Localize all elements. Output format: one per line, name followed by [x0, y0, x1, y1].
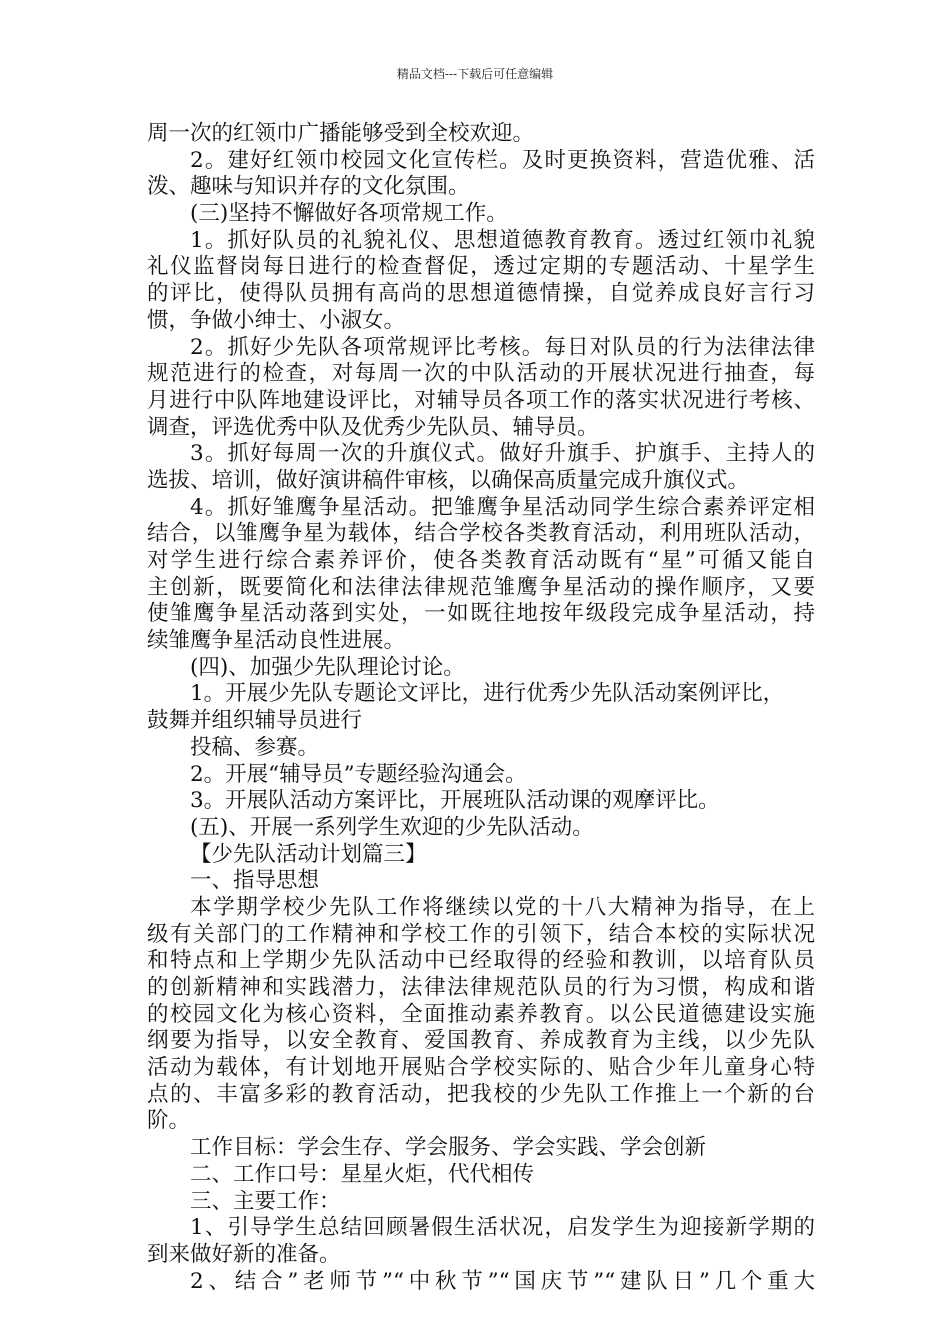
text-line: 的创新精神和实践潜力，法律法律规范队员的行为习惯，构成和谐: [147, 975, 815, 1000]
text-line: (五)、开展一系列学生欢迎的少先队活动。: [190, 814, 594, 840]
text-line: (四)、加强少先队理论讨论。: [190, 654, 465, 680]
text-line: 2。开展“辅导员”专题经验沟通会。: [190, 761, 527, 787]
text-line: 对学生进行综合素养评价，使各类教育活动既有“星”可循又能自: [147, 548, 815, 573]
text-line: 活动为载体，有计划地开展贴合学校实际的、贴合少年儿童身心特: [147, 1055, 815, 1081]
text-line: 1。开展少先队专题论文评比，进行优秀少先队活动案例评比，: [190, 681, 785, 707]
text-line: 【少先队活动计划篇三】: [190, 841, 427, 867]
text-line: 续雏鹰争星活动良性进展。: [147, 628, 406, 654]
text-line: 级有关部门的工作精神和学校工作的引领下，结合本校的实际状况: [147, 921, 815, 947]
text-line: 2、结合”老师节”“中秋节”“国庆节”“建队日”几个重大: [190, 1268, 815, 1294]
text-line: 使雏鹰争星活动落到实处，一如既往地按年级段完成争星活动，持: [147, 601, 815, 627]
text-line: 结合，以雏鹰争星为载体，结合学校各类教育活动，利用班队活动，: [147, 521, 815, 547]
text-line: 2。建好红领巾校园文化宣传栏。及时更换资料，营造优雅、活: [190, 147, 815, 173]
text-line: (三)坚持不懈做好各项常规工作。: [190, 201, 508, 227]
text-line: 礼仪监督岗每日进行的检查督促，透过定期的专题活动、十星学生: [147, 254, 815, 280]
text-line: 调查，评选优秀中队及优秀少先队员、辅导员。: [147, 414, 599, 440]
text-line: 1。抓好队员的礼貌礼仪、思想道德教育教育。透过红领巾礼貌: [190, 227, 815, 253]
text-line: 三、主要工作：: [190, 1188, 341, 1214]
text-line: 周一次的红领巾广播能够受到全校欢迎。: [147, 121, 535, 146]
text-line: 2。抓好少先队各项常规评比考核。每日对队员的行为法律法律: [190, 334, 815, 360]
text-line: 4。抓好雏鹰争星活动。把雏鹰争星活动同学生综合素养评定相: [190, 494, 815, 520]
text-line: 鼓舞并组织辅导员进行: [147, 708, 363, 734]
text-line: 纲要为指导，以安全教育、爱国教育、养成教育为主线，以少先队: [147, 1028, 815, 1054]
text-line: 到来做好新的准备。: [147, 1241, 341, 1267]
text-line: 本学期学校少先队工作将继续以党的十八大精神为指导，在上: [190, 894, 815, 920]
text-line: 3。抓好每周一次的升旗仪式。做好升旗手、护旗手、主持人的: [190, 441, 815, 467]
text-line: 一、指导思想: [190, 868, 320, 894]
text-line: 和特点和上学期少先队活动中已经取得的经验和教训，以培育队员: [147, 948, 815, 974]
text-line: 工作目标：学会生存、学会服务、学会实践、学会创新: [190, 1135, 707, 1161]
text-line: 1、引导学生总结回顾暑假生活状况，启发学生为迎接新学期的: [190, 1215, 815, 1241]
text-line: 点的、丰富多彩的教育活动，把我校的少先队工作推上一个新的台: [147, 1081, 815, 1107]
text-line: 泼、趣味与知识并存的文化氛围。: [147, 174, 470, 200]
text-line: 的校园文化为核心资料，全面推动素养教育。以公民道德建设实施: [147, 1001, 815, 1027]
text-line: 投稿、参赛。: [190, 734, 320, 760]
text-line: 二、工作口号：星星火炬，代代相传: [190, 1161, 535, 1187]
text-line: 的评比，使得队员拥有高尚的思想道德情操，自觉养成良好言行习: [147, 281, 815, 307]
document-body: [147, 121, 815, 1295]
text-line: 3。开展队活动方案评比，开展班队活动课的观摩评比。: [190, 788, 720, 814]
text-line: 惯，争做小绅士、小淑女。: [147, 307, 406, 333]
text-line: 规范进行的检查，对每周一次的中队活动的开展状况进行抽查，每: [147, 361, 815, 387]
text-line: 阶。: [147, 1108, 191, 1134]
text-line: 选拔、培训，做好演讲稿件审核，以确保高质量完成升旗仪式。: [147, 467, 750, 493]
text-line: 主创新，既要简化和法律法律规范雏鹰争星活动的操作顺序，又要: [147, 574, 815, 600]
page-header: 精品文档---下载后可任意编辑: [396, 67, 554, 81]
text-line: 月进行中队阵地建设评比，对辅导员各项工作的落实状况进行考核、: [147, 387, 815, 413]
